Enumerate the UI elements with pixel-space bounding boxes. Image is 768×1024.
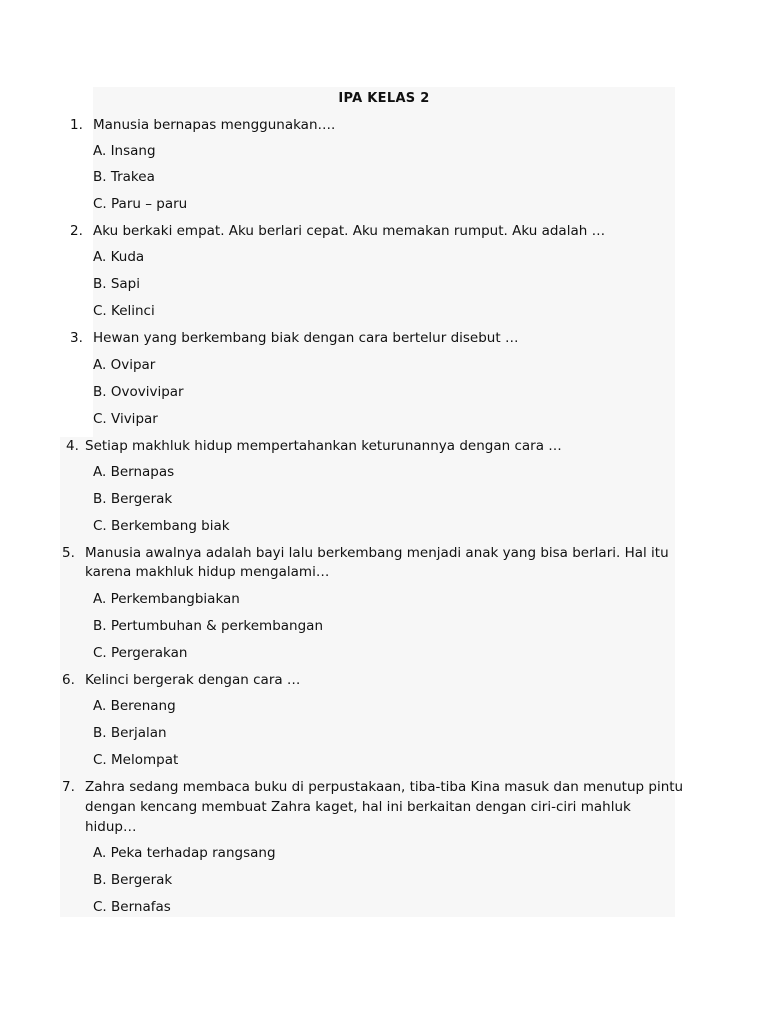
question-number: 7. bbox=[62, 779, 75, 795]
answer-option: B. Ovovivipar bbox=[93, 384, 184, 400]
question-text: dengan kencang membuat Zahra kaget, hal ini berkaitan dengan ciri-ciri mahluk bbox=[85, 799, 631, 815]
answer-option: C. Melompat bbox=[93, 752, 179, 768]
answer-option: A. Peka terhadap rangsang bbox=[93, 845, 276, 861]
answer-option: C. Pergerakan bbox=[93, 645, 188, 661]
answer-option: C. Paru – paru bbox=[93, 196, 188, 212]
question-text: Zahra sedang membaca buku di perpustakaan, tiba-tiba Kina masuk dan menutup pintu bbox=[85, 779, 684, 795]
question-text: Setiap makhluk hidup mempertahankan keturunannya dengan cara … bbox=[85, 438, 562, 454]
answer-option: C. Bernafas bbox=[93, 899, 171, 915]
question-number: 5. bbox=[62, 545, 75, 561]
question-text: Manusia bernapas menggunakan…. bbox=[93, 117, 336, 133]
question-text: Kelinci bergerak dengan cara … bbox=[85, 672, 301, 688]
answer-option: B. Pertumbuhan & perkembangan bbox=[93, 618, 323, 634]
question-number: 2. bbox=[70, 223, 83, 239]
answer-option: A. Perkembangbiakan bbox=[93, 591, 240, 607]
answer-option: C. Vivipar bbox=[93, 411, 158, 427]
answer-option: C. Kelinci bbox=[93, 303, 155, 319]
answer-option: B. Bergerak bbox=[93, 872, 173, 888]
question-text: karena makhluk hidup mengalami… bbox=[85, 564, 330, 580]
question-text: Manusia awalnya adalah bayi lalu berkembang menjadi anak yang bisa berlari. Hal itu bbox=[85, 545, 669, 561]
answer-option: A. Berenang bbox=[93, 698, 176, 714]
question-number: 4. bbox=[66, 438, 79, 454]
question-number: 6. bbox=[62, 672, 75, 688]
answer-option: A. Bernapas bbox=[93, 464, 175, 480]
answer-option: C. Berkembang biak bbox=[93, 518, 230, 534]
question-text: Aku berkaki empat. Aku berlari cepat. Aku memakan rumput. Aku adalah … bbox=[93, 223, 606, 239]
answer-option: B. Trakea bbox=[93, 169, 155, 185]
question-text: Hewan yang berkembang biak dengan cara bertelur disebut … bbox=[93, 330, 519, 346]
answer-option: B. Sapi bbox=[93, 276, 141, 292]
question-text: hidup… bbox=[85, 819, 137, 835]
answer-option: A. Insang bbox=[93, 143, 156, 159]
question-number: 1. bbox=[70, 117, 83, 133]
answer-option: B. Bergerak bbox=[93, 491, 173, 507]
answer-option: B. Berjalan bbox=[93, 725, 167, 741]
answer-option: A. Ovipar bbox=[93, 357, 156, 373]
question-number: 3. bbox=[70, 330, 83, 346]
answer-option: A. Kuda bbox=[93, 249, 145, 265]
document-title: IPA KELAS 2 bbox=[338, 91, 430, 106]
